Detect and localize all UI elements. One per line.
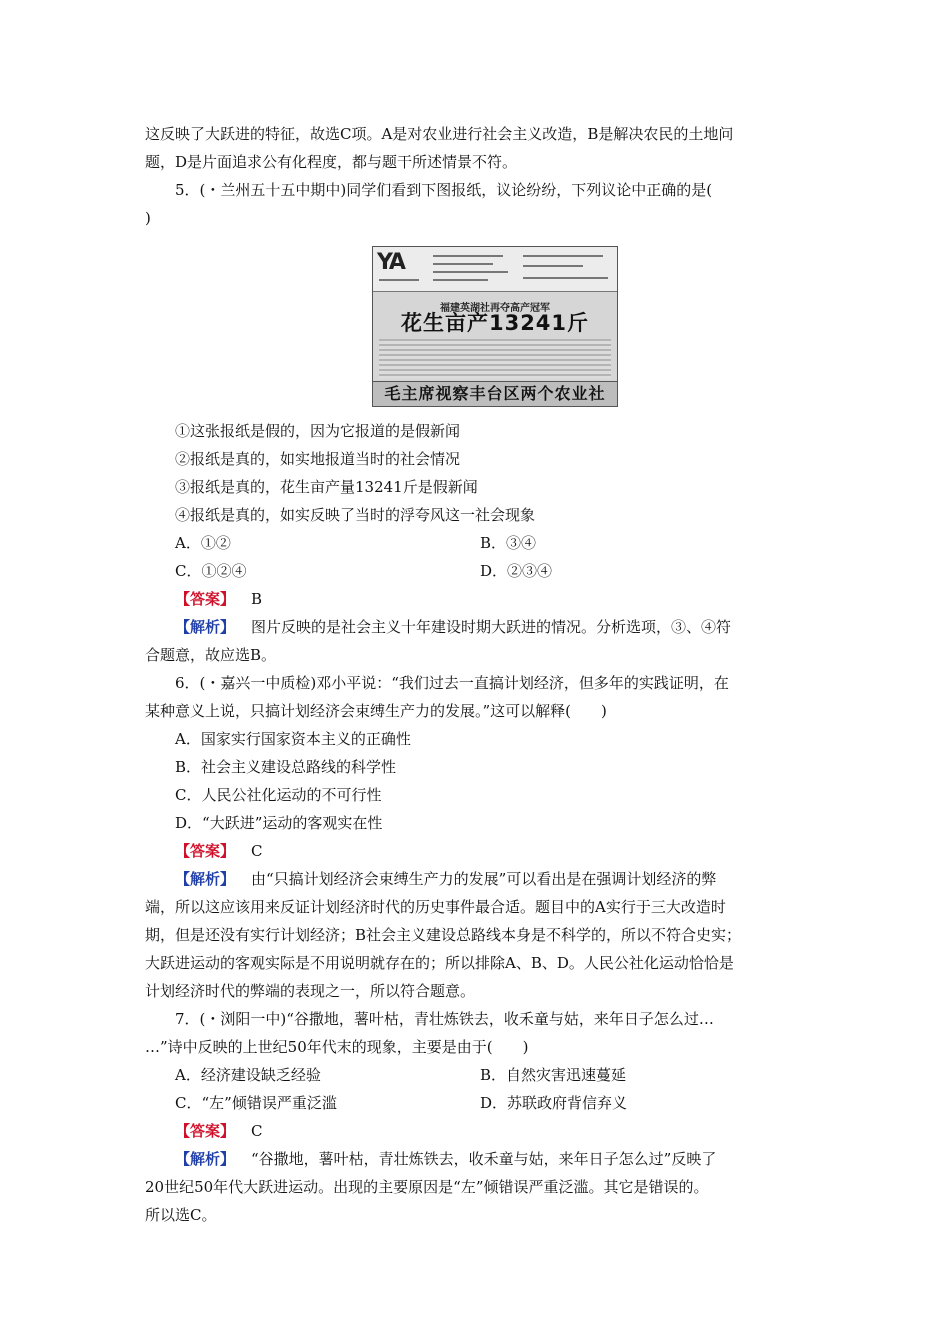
analysis-tag: 【解析】	[175, 618, 236, 636]
analysis-tag: 【解析】	[175, 870, 236, 888]
q5-statement: ②报纸是真的，如实地报道当时的社会情况	[175, 450, 461, 468]
q7-stem: 7．(・浏阳一中)“谷撒地，薯叶枯，青壮炼铁去，收禾童与姑，来年日子怎么过…	[175, 1010, 714, 1028]
q5-statement: ①这张报纸是假的，因为它报道的是假新闻	[175, 422, 461, 440]
q5-option-c: C．①②④	[175, 562, 247, 580]
q7-option-d: D．苏联政府背信弃义	[480, 1094, 628, 1112]
q7-stem: …”诗中反映的上世纪50年代末的现象，主要是由于( )	[145, 1038, 529, 1056]
q6-option-c: C．人民公社化运动的不可行性	[175, 786, 382, 804]
answer-tag: 【答案】	[175, 1122, 236, 1140]
q7-options-row	[145, 1061, 810, 1089]
newspaper-masthead	[373, 247, 617, 292]
q7-option-c: C．“左”倾错误严重泛滥	[175, 1094, 337, 1112]
q6-answer	[145, 837, 810, 865]
analysis-tag: 【解析】	[175, 1150, 236, 1168]
q5-analysis-text: 图片反映的是社会主义十年建设时期大跃进的情况。分析选项，③、④符	[251, 618, 732, 636]
q6-analysis-text: 端，所以这应该用来反证计划经济时代的历史事件最合适。题目中的A实行于三大改造时	[145, 898, 726, 916]
q7-analysis-text: “谷撒地，薯叶枯，青壮炼铁去，收禾童与姑，来年日子怎么过”反映了	[251, 1150, 717, 1168]
newspaper-logo: YA	[377, 250, 404, 275]
q5-option-a: A．①②	[175, 534, 231, 552]
newspaper-body-text	[379, 339, 611, 379]
q6-option-b: B．社会主义建设总路线的科学性	[175, 758, 397, 776]
newspaper-bottom-headline: 毛主席视察丰台区两个农业社	[373, 381, 617, 406]
q5-analysis	[145, 613, 810, 641]
q6-answer-value: C	[251, 842, 263, 860]
newspaper-headline: 花生亩产13241斤	[400, 311, 590, 335]
q7-analysis-text: 20世纪50年代大跃进运动。出现的主要原因是“左”倾错误严重泛滥。其它是错误的。	[145, 1178, 709, 1196]
q7-option-a: A．经济建设缺乏经验	[175, 1066, 321, 1084]
q5-statement: ④报纸是真的，如实反映了当时的浮夸风这一社会现象	[175, 506, 536, 524]
q7-option-b: B．自然灾害迅速蔓延	[480, 1066, 627, 1084]
q4-analysis-line: 题，D是片面追求公有化程度，都与题干所述情景不符。	[145, 153, 518, 171]
q5-statement: ③报纸是真的，花生亩产量13241斤是假新闻	[175, 478, 478, 496]
q5-analysis-text: 合题意，故应选B。	[145, 646, 277, 664]
q4-analysis-line: 这反映了大跃进的特征，故选C项。A是对农业进行社会主义改造，B是解决农民的土地问	[145, 125, 734, 143]
q7-options-row	[145, 1089, 810, 1117]
q5-option-d: D．②③④	[480, 562, 553, 580]
q7-analysis-text: 所以选C。	[145, 1206, 217, 1224]
q6-option-d: D．“大跃进”运动的客观实在性	[175, 814, 383, 832]
q7-answer-value: C	[251, 1122, 263, 1140]
q5-options-row	[145, 557, 810, 585]
answer-tag: 【答案】	[175, 590, 236, 608]
q6-stem: 6．(・嘉兴一中质检)邓小平说：“我们过去一直搞计划经济，但多年的实践证明，在	[175, 674, 729, 692]
q5-stem-paren: )	[145, 209, 151, 227]
q6-analysis	[145, 865, 810, 893]
q6-stem: 某种意义上说，只搞计划经济会束缚生产力的发展。”这可以解释( )	[145, 702, 607, 720]
q7-analysis	[145, 1145, 810, 1173]
q5-stem: 5．(・兰州五十五中期中)同学们看到下图报纸，议论纷纷，下列议论中正确的是(	[175, 181, 713, 199]
answer-tag: 【答案】	[175, 842, 236, 860]
q7-answer	[145, 1117, 810, 1145]
q6-option-a: A．国家实行国家资本主义的正确性	[175, 730, 411, 748]
q5-answer	[145, 585, 810, 613]
q6-analysis-text: 期，但是还没有实行计划经济；B社会主义建设总路线本身是不科学的，所以不符合史实；	[145, 926, 742, 944]
q6-analysis-text: 大跃进运动的客观实际是不用说明就存在的；所以排除A、B、D。人民公社化运动恰恰是	[145, 954, 734, 972]
q5-option-b: B．③④	[480, 534, 537, 552]
newspaper-image	[372, 246, 618, 407]
q6-analysis-text: 由“只搞计划经济会束缚生产力的发展”可以看出是在强调计划经济的弊	[251, 870, 717, 888]
q5-options-row	[145, 529, 810, 557]
q6-analysis-text: 计划经济时代的弊端的表现之一，所以符合题意。	[145, 982, 476, 1000]
q5-answer-value: B	[251, 590, 263, 608]
newspaper-subheadline: 福建英湖社再夺高产冠军	[440, 303, 550, 314]
document-page	[145, 120, 810, 1229]
